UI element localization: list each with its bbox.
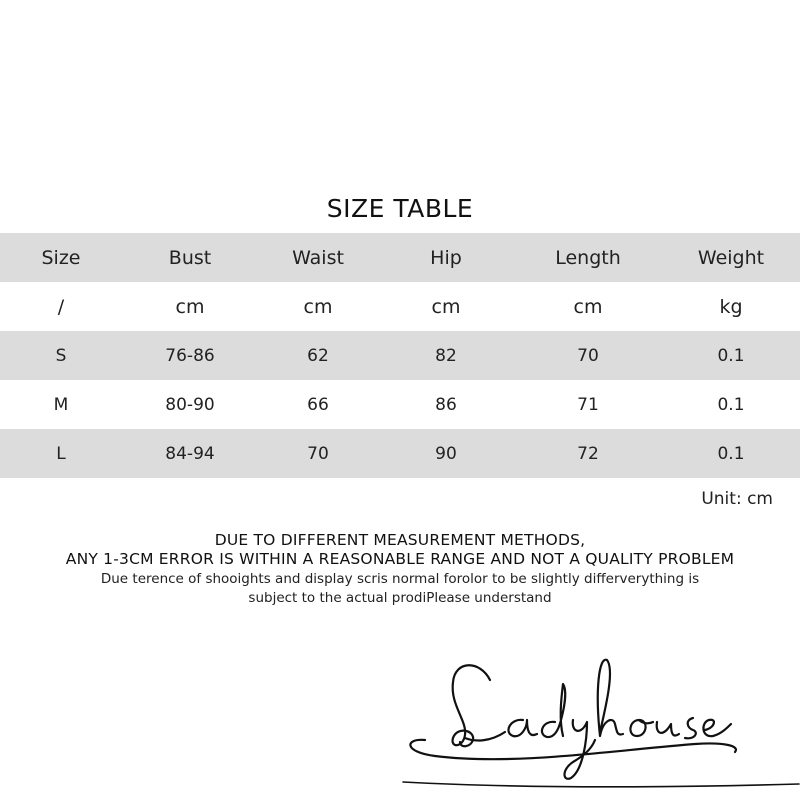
unit-length: cm bbox=[573, 295, 603, 318]
table-row bbox=[0, 380, 800, 429]
unit-hip: cm bbox=[431, 295, 461, 318]
cell-size: M bbox=[53, 394, 69, 415]
table-row bbox=[0, 331, 800, 380]
unit-weight: kg bbox=[719, 295, 743, 318]
cell-waist: 70 bbox=[307, 443, 329, 464]
cell-size: L bbox=[56, 443, 66, 464]
table-header-row bbox=[0, 233, 800, 282]
unit-bust: cm bbox=[175, 295, 205, 318]
header-bust: Bust bbox=[168, 246, 212, 269]
cell-waist: 62 bbox=[307, 345, 329, 366]
header-weight: Weight bbox=[697, 246, 765, 269]
cell-hip: 86 bbox=[435, 394, 457, 415]
brand-signature-logo bbox=[395, 620, 800, 800]
unit-size: / bbox=[57, 295, 65, 318]
cell-bust: 80-90 bbox=[165, 394, 215, 415]
header-hip: Hip bbox=[430, 246, 462, 269]
header-waist: Waist bbox=[292, 246, 344, 269]
page-title: SIZE TABLE bbox=[326, 194, 474, 223]
cell-bust: 84-94 bbox=[165, 443, 215, 464]
cell-bust: 76-86 bbox=[165, 345, 215, 366]
cell-hip: 82 bbox=[435, 345, 457, 366]
cell-length: 72 bbox=[577, 443, 599, 464]
unit-waist: cm bbox=[303, 295, 333, 318]
table-units-row bbox=[0, 282, 800, 331]
table-row bbox=[0, 429, 800, 478]
cell-hip: 90 bbox=[435, 443, 457, 464]
unit-note: Unit: cm bbox=[701, 489, 773, 509]
cell-length: 71 bbox=[577, 394, 599, 415]
notice-line-3: Due terence of shooights and display scris normal forolor to be slightly differverything is bbox=[100, 571, 700, 587]
cell-size: S bbox=[55, 345, 67, 366]
size-table bbox=[0, 233, 800, 478]
cell-waist: 66 bbox=[307, 394, 329, 415]
notice-line-1: DUE TO DIFFERENT MEASUREMENT METHODS, bbox=[214, 531, 586, 549]
header-size: Size bbox=[41, 246, 81, 269]
cell-weight: 0.1 bbox=[717, 394, 745, 415]
notice-line-4: subject to the actual prodiPlease understand bbox=[248, 590, 552, 606]
header-length: Length bbox=[555, 246, 621, 269]
cell-length: 70 bbox=[577, 345, 599, 366]
notice-line-2: ANY 1-3CM ERROR IS WITHIN A REASONABLE RANGE AND NOT A QUALITY PROBLEM bbox=[65, 550, 735, 568]
cell-weight: 0.1 bbox=[717, 345, 745, 366]
measurement-notice bbox=[0, 531, 800, 607]
cell-weight: 0.1 bbox=[717, 443, 745, 464]
